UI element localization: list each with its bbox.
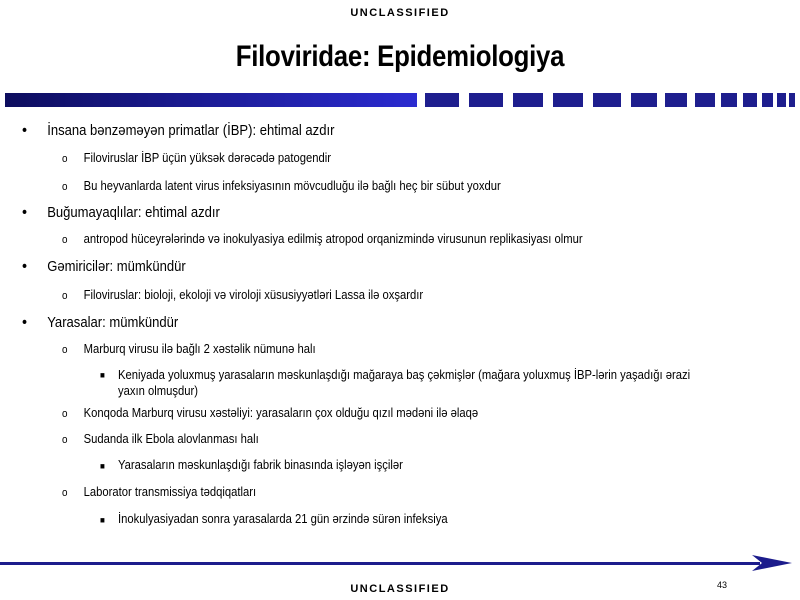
list-item: o Bu heyvanlarda latent virus infeksiyasının mövcudluğu ilə bağlı heç bir sübut yoxdur [62,179,501,193]
classification-bottom: UNCLASSIFIED [350,583,450,595]
list-item: • Yarasalar: mümkündür [22,314,179,331]
bullet-dot-icon: • [22,314,28,331]
bullet-circle-icon: o [62,290,68,302]
bullet-square-icon: ■ [100,461,105,471]
bullet-circle-icon: o [62,181,68,193]
bullet-dot-icon: • [22,122,28,139]
page-number: 43 [717,580,728,590]
list-item: ■ İnokulyasiyadan sonra yarasalarda 21 gün ərzində sürən infeksiya [100,512,448,526]
list-item: ■ Yarasaların məskunlaşdığı fabrik binasında işləyən işçilər [100,458,403,472]
list-item: o Marburq virusu ilə bağlı 2 xəstəlik nümunə halı [62,342,316,356]
bullet-circle-icon: o [62,153,68,165]
footer-rule [0,553,800,573]
list-item: ■ Keniyada yoluxmuş yarasaların məskunlaşdığı mağaraya baş çəkmişlər (mağara yoluxmuş İBP-lərin yaşadığı ərazi yaxın olmuşdur) [100,368,691,398]
footer-rule-line [0,562,760,565]
bullet-circle-icon: o [62,408,68,420]
list-item: o Sudanda ilk Ebola alovlanması halı [62,432,259,446]
bullet-circle-icon: o [62,487,68,499]
bullet-dot-icon: • [22,258,28,275]
bullet-circle-icon: o [62,434,68,446]
bullet-circle-icon: o [62,234,68,246]
list-item: o Konqoda Marburq virusu xəstəliyi: yarasaların çox olduğu qızıl mədəni ilə əlaqə [62,406,479,420]
list-item: • Gəmiricilər: mümkündür [22,258,186,275]
list-item: o Filoviruslar: bioloji, ekoloji və viroloji xüsusiyyətləri Lassa ilə oxşardır [62,288,424,302]
slide-title: Filoviridae: Epidemiologiya [235,40,565,73]
list-item: o antropod hüceyrələrində və inokulyasiya edilmiş atropod orqanizmində virusunun replikasiyası olmur [62,232,583,246]
bullet-square-icon: ■ [100,515,105,525]
classification-top: UNCLASSIFIED [350,7,450,19]
bullet-circle-icon: o [62,344,68,356]
bullet-square-icon: ■ [100,370,105,380]
list-item: o Filoviruslar İBP üçün yüksək dərəcədə patogendir [62,151,332,165]
list-item: o Laborator transmissiya tədqiqatları [62,485,257,499]
list-item: • İnsana bənzəməyən primatlar (İBP): ehtimal azdır [22,122,335,139]
bullet-dot-icon: • [22,204,28,221]
list-item: • Buğumayaqlılar: ehtimal azdır [22,204,220,221]
